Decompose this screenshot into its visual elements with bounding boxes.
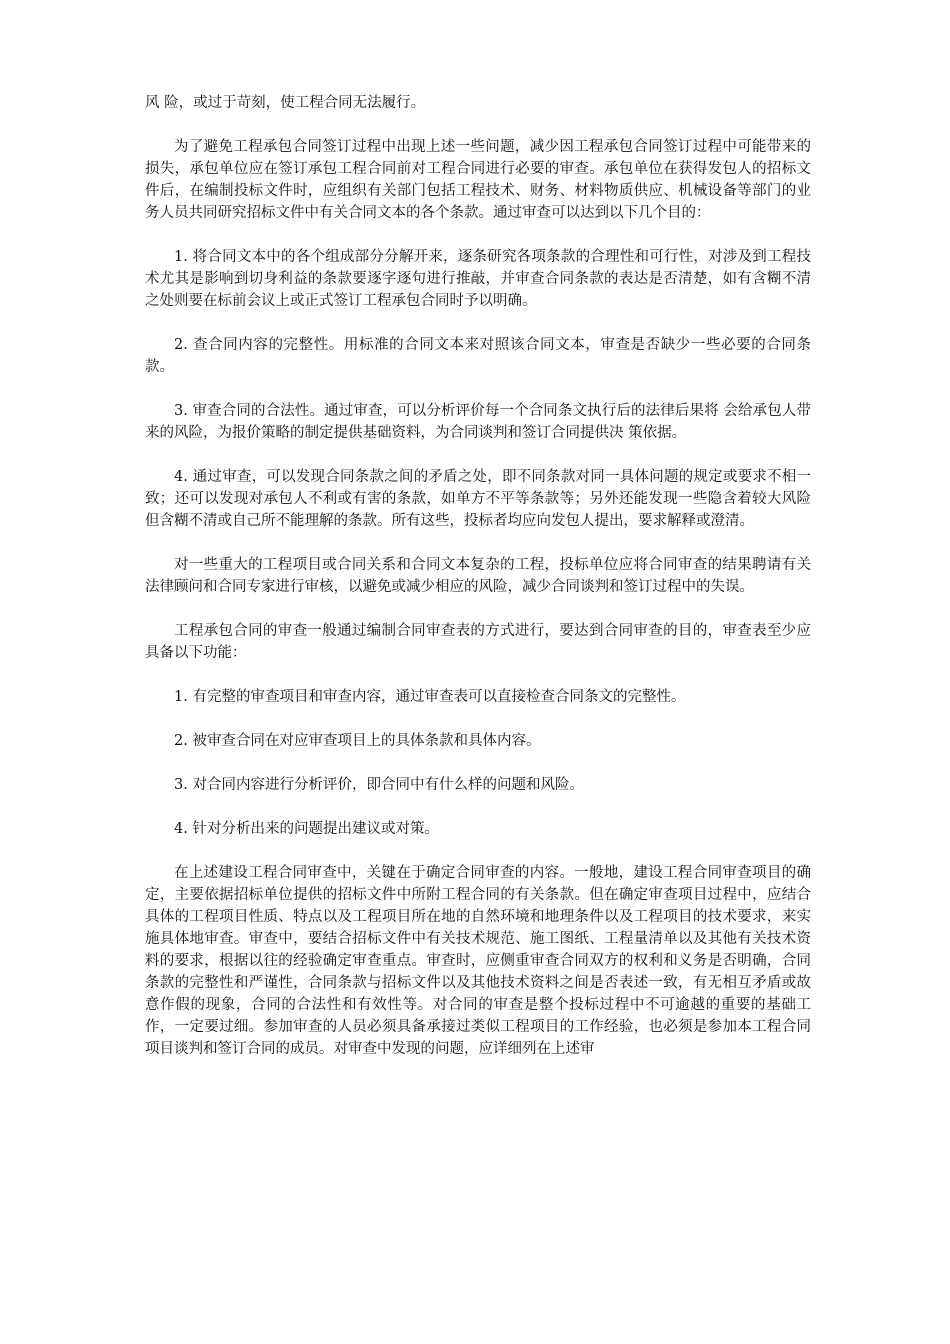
list-item-purpose-4: 4. 通过审查，可以发现合同条款之间的矛盾之处，即不同条款对同一具体问题的规定或要求不相一致；还可以发现对承包人不利或有害的条款，如单方不平等条款等；另外还能发现一些隐含着较大风险但含糊不清或自己所不能理解的条款。所有这些，投标者均应向发包人提出，要求解释或澄清。 (145, 469, 811, 529)
paragraph-expert-review: 对一些重大的工程项目或合同关系和合同文本复杂的工程，投标单位应将合同审查的结果聘请有关法律顾问和合同专家进行审核，以避免或减少相应的风险，减少合同谈判和签订过程中的失误。 (145, 557, 811, 595)
list-item-purpose-1: 1. 将合同文本中的各个组成部分分解开来，逐条研究各项条款的合理性和可行性，对涉及到工程技术尤其是影响到切身利益的条款要逐字逐句进行推敲，并审查合同条款的表达是否清楚，如有含糊不清之处则要在标前会议上或正式签订工程承包合同时予以明确。 (145, 249, 811, 309)
paragraph-review-table: 工程承包合同的审查一般通过编制合同审查表的方式进行，要达到合同审查的目的，审查表至少应具备以下功能： (145, 623, 811, 661)
list-item-function-1: 1. 有完整的审查项目和审查内容，通过审查表可以直接检查合同条文的完整性。 (174, 689, 686, 705)
list-item-purpose-3: 3. 审查合同的合法性。通过审查，可以分析评价每一个合同条文执行后的法律后果将 会给承包人带来的风险，为报价策略的制定提供基础资料，为合同谈判和签订合同提供决 策依据。 (145, 403, 811, 441)
paragraph-continuation: 风 险，或过于苛刻，使工程合同无法履行。 (145, 95, 426, 111)
list-item-function-2: 2. 被审查合同在对应审查项目上的具体条款和具体内容。 (174, 733, 541, 749)
list-item-purpose-2: 2. 查合同内容的完整性。用标准的合同文本来对照该合同文本，审查是否缺少一些必要的合同条款。 (145, 337, 811, 375)
list-item-function-3: 3. 对合同内容进行分析评价，即合同中有什么样的问题和风险。 (174, 777, 584, 793)
paragraph-review-content: 在上述建设工程合同审查中，关键在于确定合同审查的内容。一般地，建设工程合同审查项目的确定，主要依据招标单位提供的招标文件中所附工程合同的有关条款。但在确定审查项目过程中，应结合具体的工程项目性质、特点以及工程项目所在地的自然环境和地理条件以及工程项目的技术要求，来实施具体地审查。审查中，要结合招标文件中有关技术规范、施工图纸、工程量清单以及其他有关技术资料的要求，根据以往的经验确定审查重点。审查时，应侧重审查合同双方的权利和义务是否明确，合同条款的完整性和严谨性，合同条款与招标文件以及其他技术资料之间是否表述一致，有无相互矛盾或故意作假的现象，合同的合法性和有效性等。对合同的审查是整个投标过程中不可逾越的重要的基础工作，一定要过细。参加审查的人员必须具备承接过类似工程项目的工作经验，也必须是参加本工程合同项目谈判和签订合同的成员。对审查中发现的问题，应详细列在上述审 (145, 865, 811, 1057)
paragraph-intro-review: 为了避免工程承包合同签订过程中出现上述一些问题，减少因工程承包合同签订过程中可能带来的损失，承包单位应在签订承包工程合同前对工程合同进行必要的审查。承包单位在获得发包人的招标文件后，在编制投标文件时，应组织有关部门包括工程技术、财务、材料物质供应、机械设备等部门的业务人员共同研究招标文件中有关合同文本的各个条款。通过审查可以达到以下几个目的： (145, 139, 811, 221)
list-item-function-4: 4. 针对分析出来的问题提出建议或对策。 (174, 821, 439, 837)
document-page (145, 92, 811, 1082)
